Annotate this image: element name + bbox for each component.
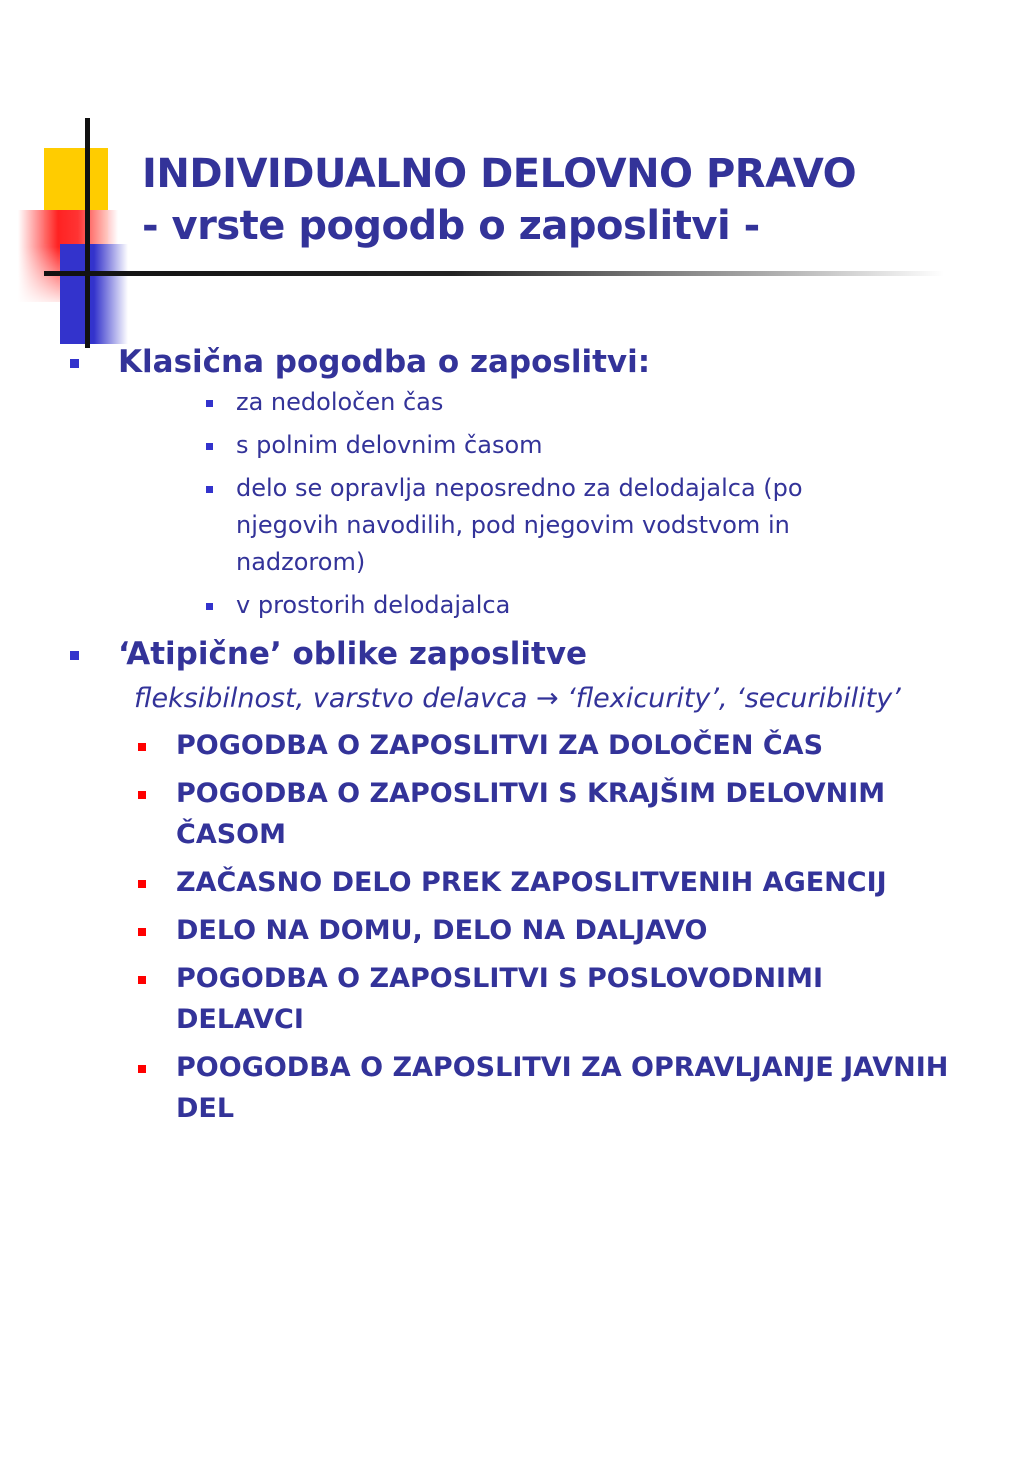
square-bullet-icon [206, 400, 213, 407]
list-item-text: delo se opravlja neposredno za delodajalca (po njegovih navodilih, pod njegovim vodstvom in nadzorom) [236, 474, 803, 576]
list-item [0, 862, 1024, 903]
square-bullet-icon [206, 486, 213, 493]
list-item-text: ZAČASNO DELO PREK ZAPOSLITVENIH AGENCIJ [176, 867, 887, 898]
list-item [0, 725, 1024, 766]
section-heading-text: Klasična pogodba o zaposlitvi: [118, 344, 651, 380]
section-heading-text: ‘Atipične’ oblike zaposlitve [118, 636, 588, 672]
list-item [0, 1047, 1024, 1129]
list-item-text: v prostorih delodajalca [236, 591, 511, 619]
red-square-bullet-icon [138, 928, 146, 936]
square-bullet-icon [206, 443, 213, 450]
list-item [0, 384, 1024, 421]
list-item-text: POOGODBA O ZAPOSLITVI ZA OPRAVLJANJE JAVNIH DEL [176, 1052, 949, 1124]
decor-horizontal-line [44, 271, 944, 276]
list-item [0, 958, 1024, 1040]
title-line-1: INDIVIDUALNO DELOVNO PRAVO [142, 151, 857, 197]
list-item-text: POGODBA O ZAPOSLITVI S POSLOVODNIMI DELAVCI [176, 963, 824, 1035]
red-square-bullet-icon [138, 743, 146, 751]
list-item [0, 470, 1024, 581]
section-heading-classic [0, 342, 1024, 382]
slide-content [0, 342, 1024, 1136]
list-item-text: POGODBA O ZAPOSLITVI S KRAJŠIM DELOVNIM ČASOM [176, 778, 886, 850]
list-item [0, 427, 1024, 464]
section-note: fleksibilnost, varstvo delavca → ‘flexicurity’, ‘securibility’ [134, 683, 901, 714]
list-item [0, 773, 1024, 855]
square-bullet-icon [70, 651, 79, 660]
title-line-2: - vrste pogodb o zaposlitvi - [142, 203, 760, 249]
list-item-text: DELO NA DOMU, DELO NA DALJAVO [176, 915, 708, 946]
red-square-bullet-icon [138, 880, 146, 888]
decor-vertical-line [85, 118, 90, 348]
decor-blue-square [60, 244, 128, 344]
list-item-text: POGODBA O ZAPOSLITVI ZA DOLOČEN ČAS [176, 730, 824, 761]
list-item [0, 910, 1024, 951]
square-bullet-icon [206, 603, 213, 610]
red-square-bullet-icon [138, 976, 146, 984]
section-heading-atypical [0, 634, 1024, 674]
square-bullet-icon [70, 359, 79, 368]
list-item-text: za nedoločen čas [236, 388, 444, 416]
red-square-bullet-icon [138, 1065, 146, 1073]
list-item-text: s polnim delovnim časom [236, 431, 543, 459]
red-square-bullet-icon [138, 791, 146, 799]
slide-title [142, 148, 856, 252]
list-item [0, 587, 1024, 624]
